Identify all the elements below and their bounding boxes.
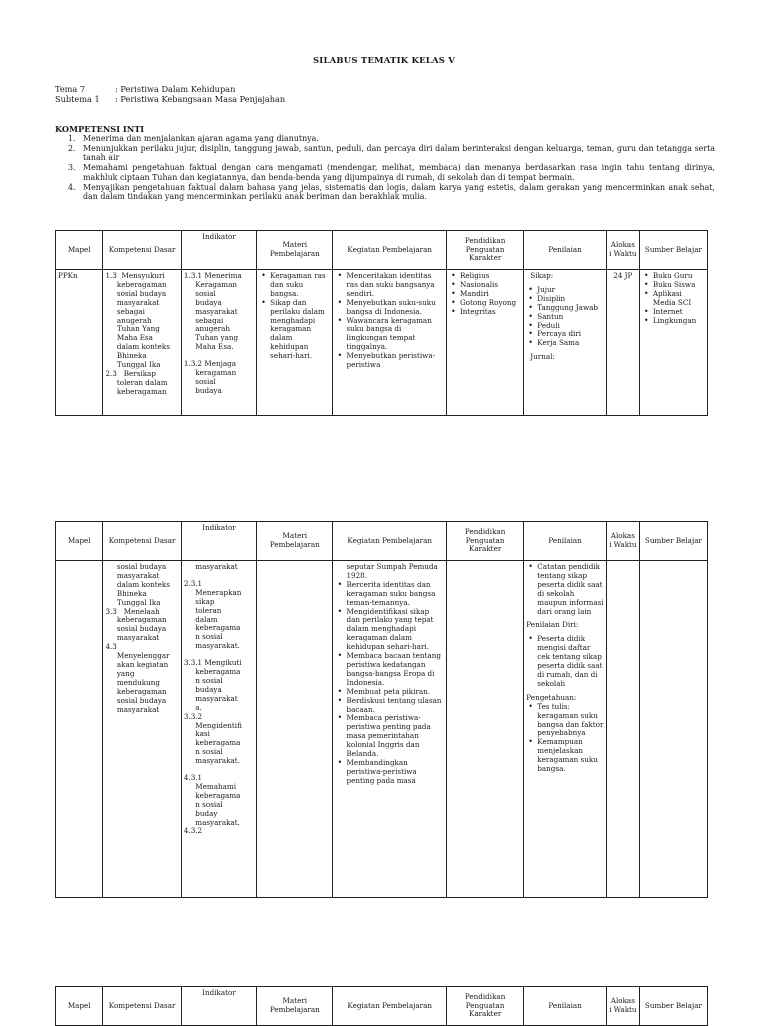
cell-line: akan kegiatan — [105, 659, 169, 669]
tema-value: : Peristiwa Dalam Kehidupan — [115, 84, 236, 94]
header-kegiatan: Kegiatan Pembelajaran — [333, 522, 446, 561]
kompetensi-inti-item — [55, 183, 715, 202]
header-materi: Materi Pembelajaran — [257, 522, 333, 561]
subtema-line — [55, 94, 285, 104]
list-item: • Tes tulis: keragaman suku bangsa dan faktor penyebabnya — [537, 703, 604, 739]
list-item: • Berdiskusi tentang ulasan bacaan. — [346, 697, 443, 715]
cell-line: Menyelenggar — [105, 651, 170, 661]
header-mapel: Mapel — [56, 522, 103, 561]
cell-indikator — [181, 561, 256, 898]
kompetensi-inti-text: Menerima dan menjalankan ajaran agama yang dianutnya. — [83, 134, 319, 143]
cell-line: sebagai — [183, 315, 224, 325]
cell-line: 1.3.1 Menerima — [183, 271, 242, 280]
kompetensi-inti-item — [55, 144, 715, 163]
cell-line: 2.3.1 — [183, 578, 203, 588]
header-indikator: Indikator — [181, 231, 256, 270]
cell-line: sosial — [183, 288, 216, 298]
cell-line: Menerapkan — [183, 587, 242, 597]
tema-line — [55, 84, 235, 94]
cell-line: budaya — [183, 385, 222, 395]
cell-kd — [103, 270, 181, 416]
cell-line: Maha Esa — [105, 333, 153, 343]
cell-line: masyarakat — [105, 297, 160, 307]
table-row — [56, 561, 708, 898]
cell-line: keragaman — [183, 368, 237, 378]
cell-line: 3.3.1 Mengikuti — [183, 658, 242, 668]
cell-line: Mengidentifi — [183, 720, 242, 730]
cell-line: keberagaman — [105, 615, 167, 625]
cell-indikator — [181, 270, 256, 416]
cell-line: 2.3 Bersikap — [105, 368, 156, 378]
list-item: • Buku Siswa — [653, 281, 705, 290]
header-kd: Kompetensi Dasar — [103, 231, 181, 270]
list-item: • Mengidentifikasi sikap dan perilaku yang tepat dalam menghadapi keragaman dalam kehidupan sehari-hari. — [346, 608, 443, 653]
list-item: • Disiplin — [537, 295, 604, 304]
syllabus-table-1 — [55, 230, 708, 416]
kompetensi-inti-item — [55, 134, 715, 144]
kompetensi-inti-number: 3. — [68, 163, 76, 173]
kompetensi-inti-list — [55, 134, 715, 202]
cell-line: masyarakat — [183, 306, 238, 316]
cell-line: masyarakat — [183, 693, 238, 703]
cell-line: sosial budaya — [105, 562, 167, 571]
penilaian-jurnal-label: Jurnal: — [530, 352, 555, 362]
list-item: • Mandiri — [460, 290, 521, 299]
cell-line: n sosial — [183, 799, 223, 809]
header-alokasi: Alokas i Waktu — [606, 231, 639, 270]
header-indikator: Indikator — [181, 522, 256, 561]
header-penilaian: Penilaian — [524, 522, 607, 561]
list-item: • Keragaman ras dan suku bangsa. — [270, 272, 330, 299]
header-kd: Kompetensi Dasar — [103, 522, 181, 561]
cell-line: keberagama — [183, 790, 241, 800]
list-item: • Menyebutkan peristiwa-peristiwa — [346, 352, 443, 370]
header-ppk: Pendidikan Penguatan Karakter — [446, 522, 523, 561]
cell-line: 3.3.2 — [183, 711, 203, 721]
header-alokasi: Alokas i Waktu — [606, 987, 639, 1026]
list-item: • Wawancara keragaman suku bangsa di lingkungan tempat tinggalnya. — [346, 317, 443, 353]
cell-line: sosial budaya — [105, 624, 167, 634]
header-kd: Kompetensi Dasar — [103, 987, 181, 1026]
cell-sumber — [639, 561, 707, 898]
cell-line: masyarakat — [105, 633, 160, 643]
cell-penilaian — [524, 561, 607, 898]
list-item: • Membaca peristiwa-peristiwa penting pada masa pemerintahan kolonial Inggris dan Belanda. — [346, 714, 443, 759]
cell-line: anugerah — [183, 324, 231, 334]
kegiatan-continued: seputar Sumpah Pemuda 1928. — [346, 562, 438, 580]
list-item: • Bercerita identitas dan keragaman suku bangsa teman-temannya. — [346, 581, 443, 608]
kompetensi-inti-number: 1. — [68, 134, 76, 143]
cell-ppk — [446, 561, 523, 898]
cell-line: Bhineka — [105, 351, 147, 361]
cell-line: keberagama — [183, 667, 241, 677]
table-header-row — [56, 231, 708, 270]
header-materi: Materi Pembelajaran — [257, 231, 333, 270]
cell-line: budaya — [183, 297, 222, 307]
header-indikator: Indikator — [181, 987, 256, 1026]
subtema-value: : Peristiwa Kebangsaan Masa Penjajahan — [115, 94, 286, 104]
cell-line: kasi — [183, 729, 210, 739]
cell-materi — [257, 270, 333, 416]
cell-line: Maha Esa. — [183, 342, 234, 352]
cell-line: a. — [183, 702, 202, 712]
cell-line: n sosial — [183, 675, 223, 685]
list-item: • Tanggung Jawab — [537, 304, 604, 313]
cell-line: buday — [183, 808, 218, 818]
kompetensi-inti-item — [55, 163, 715, 182]
cell-line: Tuhan yang — [183, 333, 239, 343]
cell-kd — [103, 561, 181, 898]
cell-line: 1.3.2 Menjaga — [183, 359, 237, 369]
cell-line: toleran dalam — [105, 377, 168, 387]
list-item: • Peduli — [537, 322, 604, 331]
header-kegiatan: Kegiatan Pembelajaran — [333, 987, 446, 1026]
kompetensi-inti-text: Menunjukkan perilaku jujur, disiplin, tanggung jawab, santun, peduli, dan percaya diri dalam berinteraksi dengan keluarga, teman, guru dan tetangga serta tanah air — [83, 143, 715, 163]
cell-line: 4.3.1 — [183, 773, 203, 783]
cell-materi — [257, 561, 333, 898]
cell-line: n sosial — [183, 632, 223, 642]
cell-line: anugerah — [105, 315, 152, 325]
syllabus-table-2 — [55, 521, 708, 898]
cell-line: mendukung — [105, 677, 161, 687]
list-item: • Santun — [537, 313, 604, 322]
cell-line: Memahami — [183, 781, 237, 791]
cell-line: Keragaman — [183, 279, 238, 289]
kompetensi-inti-number: 4. — [68, 182, 76, 192]
list-item: • Religius — [460, 272, 521, 281]
list-item: • Internet — [653, 308, 705, 317]
cell-line: sosial budaya — [105, 288, 167, 298]
cell-alokasi — [606, 561, 639, 898]
header-kegiatan: Kegiatan Pembelajaran — [333, 231, 446, 270]
cell-line: budaya — [183, 684, 222, 694]
header-ppk: Pendidikan Penguatan Karakter — [446, 231, 523, 270]
cell-penilaian — [524, 270, 607, 416]
header-materi: Materi Pembelajaran — [257, 987, 333, 1026]
table-row — [56, 270, 708, 416]
cell-line: Tunggal Ika — [105, 360, 161, 370]
list-item: • Aplikasi Media SCI — [653, 290, 705, 308]
header-ppk: Pendidikan Penguatan Karakter — [446, 987, 523, 1026]
header-mapel: Mapel — [56, 231, 103, 270]
subtema-label: Subtema 1 — [55, 94, 100, 104]
cell-line: keberagaman — [105, 386, 167, 396]
list-item: • Membandingkan peristiwa-peristiwa penting pada masa — [346, 759, 443, 786]
cell-line: masyarakat. — [183, 756, 240, 766]
page-title: SILABUS TEMATIK KELAS V — [312, 56, 456, 66]
list-item: • Menceritakan identitas ras dan suku bangsanya sendiri. — [346, 272, 443, 299]
list-item: • Sikap dan perilaku dalam menghadapi keragaman dalam kehidupan sehari-hari. — [270, 299, 330, 361]
cell-line: masyarakat — [183, 562, 238, 571]
cell-line: keberagaman — [105, 279, 167, 289]
header-sumber: Sumber Belajar — [639, 987, 707, 1026]
list-item: • Membuat peta pikiran. — [346, 688, 443, 697]
cell-mapel — [56, 561, 103, 898]
header-sumber: Sumber Belajar — [639, 231, 707, 270]
cell-line: 4.3.2 — [183, 826, 203, 836]
cell-line: dalam konteks — [105, 579, 170, 589]
cell-line: Tuhan Yang — [105, 324, 160, 334]
list-item: • Jujur — [537, 286, 604, 295]
cell-line: sebagai — [105, 306, 145, 316]
cell-line: keberagaman — [105, 686, 167, 696]
cell-alokasi: 24 JP — [606, 270, 639, 416]
cell-kegiatan — [333, 561, 446, 898]
cell-line: sosial — [183, 376, 216, 386]
header-penilaian: Penilaian — [524, 231, 607, 270]
cell-line: dalam — [183, 614, 218, 624]
kompetensi-inti-text: Memahami pengetahuan faktual dengan cara mengamati (mendengar, melihat, membaca) dan menanya berdasarkan rasa ingin tahu tentang dirinya, makhluk ciptaan Tuhan dan kegiatannya, dan benda-benda yang dijumpainya di rumah, di sekolah dan di tempat bermain. — [83, 163, 715, 182]
cell-line: 1.3 Mensyukuri — [105, 271, 165, 280]
cell-line: sikap — [183, 596, 215, 606]
cell-ppk — [446, 270, 523, 416]
pengetahuan-label: Pengetahuan: — [526, 692, 577, 702]
cell-line: n sosial — [183, 747, 223, 757]
list-item: • Buku Guru — [653, 272, 705, 281]
list-item: • Percaya diri — [537, 330, 604, 339]
cell-line: masyarakat. — [183, 641, 240, 651]
cell-line: Bhineka — [105, 588, 147, 598]
list-item: • Peserta didik mengisi daftar cek tentang sikap peserta didik saat di rumah, dan di sekolah — [537, 635, 604, 688]
table-header-row — [56, 522, 708, 561]
cell-mapel: PPKn — [56, 270, 103, 416]
cell-line: masyarakat. — [183, 817, 240, 827]
tema-label: Tema 7 — [55, 84, 86, 94]
syllabus-table-3 — [55, 986, 708, 1026]
cell-line: keberagama — [183, 738, 241, 748]
table-header-row — [56, 987, 708, 1026]
header-penilaian: Penilaian — [524, 987, 607, 1026]
list-item: • Nasionalis — [460, 281, 521, 290]
cell-line: yang — [105, 668, 135, 678]
kompetensi-inti-number: 2. — [68, 143, 76, 153]
cell-line: 3.3 Menelaah — [105, 606, 160, 616]
kompetensi-inti-heading: KOMPETENSI INTI — [55, 124, 145, 134]
cell-line: keberagama — [183, 623, 241, 633]
list-item: • Catatan pendidik tentang sikap peserta didik saat di sekolah maupun informasi dari orang lain — [537, 563, 604, 616]
cell-kegiatan — [333, 270, 446, 416]
cell-line: Tunggal Ika — [105, 597, 161, 607]
header-sumber: Sumber Belajar — [639, 522, 707, 561]
list-item: • Lingkungan — [653, 317, 705, 326]
list-item: • Kemampuan menjelaskan keragaman suku bangsa. — [537, 738, 604, 774]
list-item: • Gotong Royong — [460, 299, 521, 308]
kompetensi-inti-text: Menyajikan pengetahuan faktual dalam bahasa yang jelas, sistematis dan logis, dalam karya yang estetis, dalam gerakan yang mencerminkan anak sehat, dan dalam tindakan yang mencerminkan perilaku anak beriman dan berakhlak mulia. — [83, 182, 715, 202]
cell-line: 4.3 — [105, 642, 117, 652]
penilaian-sikap-label: Sikap: — [530, 271, 554, 280]
header-mapel: Mapel — [56, 987, 103, 1026]
cell-line: sosial budaya — [105, 695, 167, 705]
cell-line: toleran — [183, 605, 222, 615]
cell-sumber — [639, 270, 707, 416]
penilaian-diri-label: Penilaian Diri: — [526, 620, 579, 630]
cell-line: dalam konteks — [105, 342, 170, 352]
list-item: • Menyebutkan suku-suku bangsa di Indonesia. — [346, 299, 443, 317]
header-alokasi: Alokas i Waktu — [606, 522, 639, 561]
list-item: • Membaca bacaan tentang peristiwa kedatangan bangsa-bangsa Eropa di Indonesia. — [346, 652, 443, 688]
list-item: • Kerja Sama — [537, 339, 604, 348]
list-item: • Integritas — [460, 308, 521, 317]
cell-line: masyarakat — [105, 704, 160, 714]
cell-line: masyarakat — [105, 570, 160, 580]
